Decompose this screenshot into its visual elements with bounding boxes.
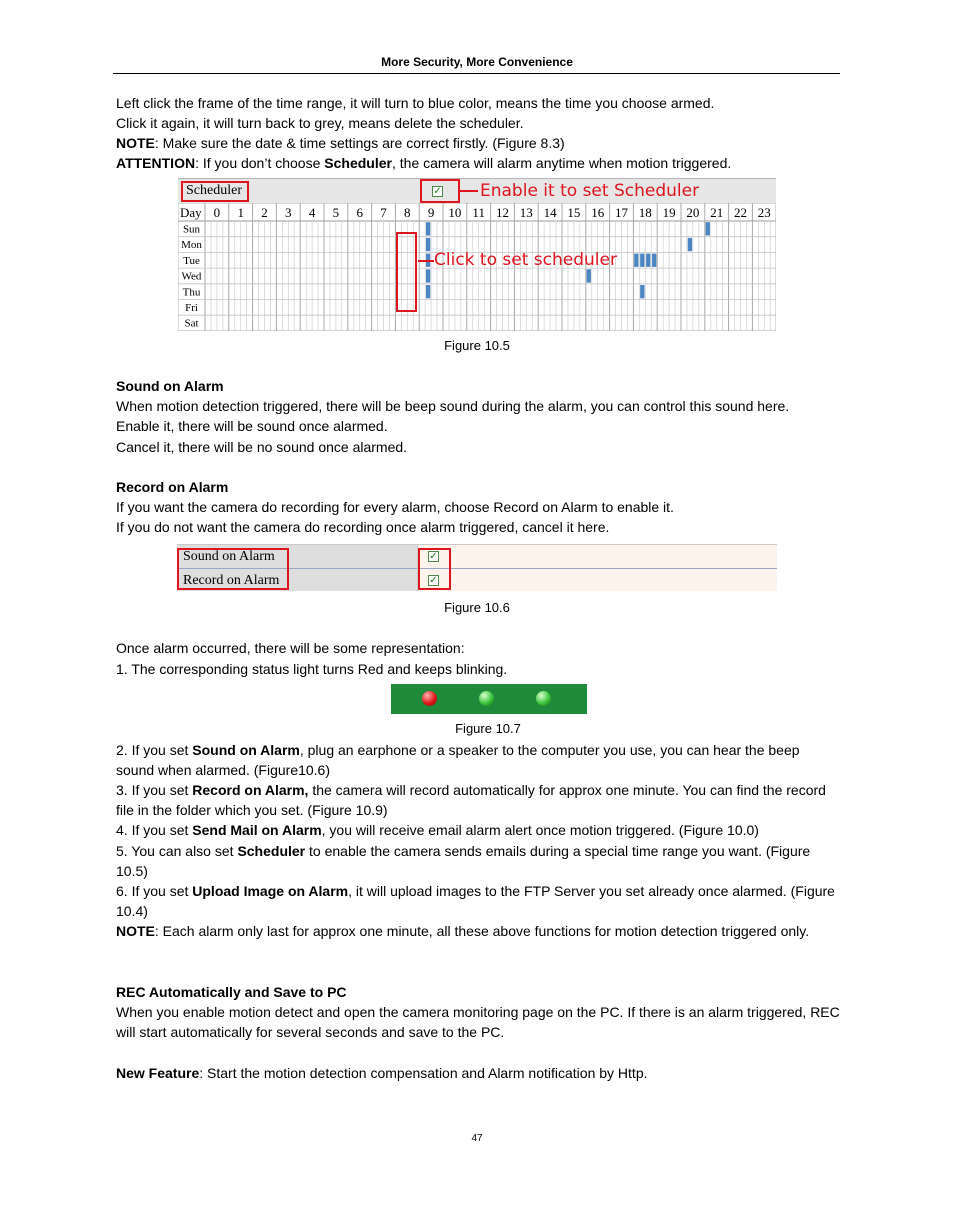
item-5 — [116, 841, 840, 881]
day-row-label: Wed — [181, 270, 202, 283]
hour-label: 10 — [448, 205, 462, 220]
status-light-green-1 — [479, 691, 494, 706]
hour-label: 0 — [213, 205, 221, 220]
figure-10-6-caption: Figure 10.6 — [444, 600, 510, 615]
rec-auto-text: When you enable motion detect and open the camera monitoring page on the PC. If there is an alarm triggered, REC will start automatically for several seconds and save to the PC. — [116, 1004, 840, 1040]
scheduler-label-highlight — [181, 181, 249, 202]
hour-label: 9 — [427, 205, 435, 220]
day-row-label: Sun — [182, 223, 201, 236]
page-header: More Security, More Convenience — [381, 55, 573, 69]
sound-line-3: Cancel it, there will be no sound once alarmed. — [116, 439, 408, 455]
item-4 — [116, 820, 840, 840]
day-row-label: Sat — [184, 317, 199, 330]
day-row-label: Thu — [182, 286, 201, 299]
click-annotation-line — [418, 260, 434, 262]
hour-label: 23 — [757, 205, 771, 220]
hour-label: 20 — [686, 205, 700, 220]
item-2 — [116, 740, 840, 780]
labels-highlight — [177, 548, 289, 590]
intro-attention — [116, 153, 731, 173]
hour-label: 16 — [591, 205, 605, 220]
hour-label: 17 — [615, 205, 628, 220]
day-row-label: Tue — [183, 254, 200, 267]
figure-10-5-caption: Figure 10.5 — [444, 338, 510, 353]
repr-line-2: 1. The corresponding status light turns Red and keeps blinking. — [116, 661, 508, 677]
item-4-a: 4. If you set — [116, 822, 193, 838]
item-3-b: Record on Alarm, — [192, 782, 309, 798]
new-feature — [116, 1063, 648, 1083]
sound-line-1: When motion detection triggered, there will be beep sound during the alarm, you can control this sound here. — [116, 398, 790, 414]
hour-label: 11 — [472, 205, 485, 220]
note-text: : Make sure the date & time settings are correct firstly. (Figure 8.3) — [154, 135, 565, 151]
record-line-2: If you do not want the camera do recording once alarm triggered, cancel it here. — [116, 519, 610, 535]
items-note-label: NOTE — [116, 923, 155, 939]
new-feature-text: : Start the motion detection compensation and Alarm notification by Http. — [199, 1065, 648, 1081]
armed-time-cell[interactable] — [426, 285, 430, 298]
scheduler-checkbox-highlight — [420, 179, 460, 203]
item-5-a: 5. You can also set — [116, 843, 238, 859]
hour-label: 3 — [285, 205, 292, 220]
items-note — [116, 921, 840, 941]
hour-label: 19 — [662, 205, 676, 220]
attention-bold: Scheduler — [324, 155, 392, 171]
figure-10-7-caption: Figure 10.7 — [455, 721, 521, 736]
item-4-b: Send Mail on Alarm — [192, 822, 322, 838]
armed-time-cell[interactable] — [426, 269, 430, 282]
attention-label: ATTENTION — [116, 155, 196, 171]
armed-time-cell[interactable] — [587, 269, 591, 282]
armed-time-cell[interactable] — [706, 222, 710, 235]
armed-time-cell[interactable] — [652, 254, 656, 267]
scheduler-label: Scheduler — [186, 183, 242, 198]
note-label: NOTE — [116, 135, 155, 151]
status-light-green-2 — [536, 691, 551, 706]
day-row-label: Fri — [185, 302, 198, 314]
sound-on-alarm-checkbox[interactable]: ✓ — [429, 551, 438, 562]
status-lights-figure — [391, 684, 587, 714]
hour-label: 7 — [380, 205, 387, 220]
intro-line-2: Click it again, it will turn back to grey, means delete the scheduler. — [116, 115, 524, 131]
hour-label: 6 — [356, 205, 363, 220]
alarm-options-figure — [177, 544, 777, 591]
armed-time-cell[interactable] — [646, 254, 650, 267]
item-2-c: , plug an earphone or a speaker to the computer you use, you can hear the beep sound when alarmed. (Figure10.6) — [116, 742, 800, 778]
armed-time-cell[interactable] — [688, 238, 692, 251]
item-5-b: Scheduler — [237, 843, 306, 859]
hour-label: 13 — [519, 205, 533, 220]
sound-line-2: Enable it, there will be sound once alarmed. — [116, 418, 388, 434]
new-feature-label: New Feature — [116, 1065, 200, 1081]
attention-text-2: , the camera will alarm anytime when motion triggered. — [391, 155, 732, 171]
day-row-label: Mon — [181, 239, 202, 252]
sound-on-alarm-label: Sound on Alarm — [183, 549, 275, 564]
armed-time-cell[interactable] — [640, 254, 644, 267]
hour-label: 2 — [261, 205, 268, 220]
repr-line-1: Once alarm occurred, there will be some representation: — [116, 640, 465, 656]
scheduler-checkbox[interactable]: ✓ — [433, 186, 442, 197]
attention-text-1: : If you don’t choose — [195, 155, 325, 171]
click-column-highlight — [396, 232, 417, 312]
hour-label: 22 — [734, 205, 747, 220]
enable-scheduler-annotation: Enable it to set Scheduler — [480, 181, 700, 201]
sound-title: Sound on Alarm — [116, 378, 224, 394]
hour-label: 15 — [567, 205, 581, 220]
page-number: 47 — [471, 1133, 483, 1144]
item-6-a: 6. If you set — [116, 883, 193, 899]
item-4-c: , you will receive email alarm alert once motion triggered. (Figure 10.0) — [321, 822, 759, 838]
hour-label: 18 — [638, 205, 652, 220]
item-2-a: 2. If you set — [116, 742, 193, 758]
annotation-arrow-line — [460, 190, 478, 192]
hour-label: 8 — [404, 205, 411, 220]
header-rule — [113, 73, 840, 74]
hour-label: 14 — [543, 205, 557, 220]
click-to-set-annotation: Click to set scheduler — [434, 250, 617, 270]
hour-label: 12 — [496, 205, 509, 220]
armed-time-cell[interactable] — [426, 238, 430, 251]
item-5-c: to enable the camera sends emails during a special time range you want. (Figure 10.5) — [116, 843, 811, 879]
item-6-b: Upload Image on Alarm — [192, 883, 349, 899]
hour-label: 5 — [332, 205, 340, 220]
intro-line-1: Left click the frame of the time range, it will turn to blue color, means the time you choose armed. — [116, 95, 715, 111]
armed-time-cell[interactable] — [426, 222, 430, 235]
hour-label: 1 — [237, 205, 244, 220]
item-3-c: the camera will record automatically for approx one minute. You can find the record file in the folder which you set. (Figure 10.9) — [116, 782, 826, 818]
record-line-1: If you want the camera do recording for every alarm, choose Record on Alarm to enable it. — [116, 499, 674, 515]
item-6-c: , it will upload images to the FTP Server you set already once alarmed. (Figure 10.4) — [116, 883, 835, 919]
scheduler-figure — [178, 178, 776, 331]
armed-time-cell[interactable] — [640, 285, 644, 298]
hour-label: 4 — [308, 205, 316, 220]
record-title: Record on Alarm — [116, 479, 229, 495]
day-header-label: Day — [180, 205, 202, 220]
item-2-b: Sound on Alarm — [192, 742, 300, 758]
status-light-red — [422, 691, 437, 706]
hour-label: 21 — [710, 205, 724, 220]
checkboxes-highlight — [418, 548, 451, 590]
record-on-alarm-label: Record on Alarm — [183, 573, 280, 588]
row-border-top — [177, 544, 777, 545]
items-note-text: : Each alarm only last for approx one minute, all these above functions for motion detection triggered only. — [154, 923, 810, 939]
record-on-alarm-checkbox[interactable]: ✓ — [429, 575, 438, 586]
armed-time-cell[interactable] — [634, 254, 638, 267]
item-6 — [116, 881, 840, 921]
item-3-a: 3. If you set — [116, 782, 193, 798]
item-3 — [116, 780, 840, 820]
rec-auto-title: REC Automatically and Save to PC — [116, 984, 347, 1000]
intro-note — [116, 133, 565, 153]
